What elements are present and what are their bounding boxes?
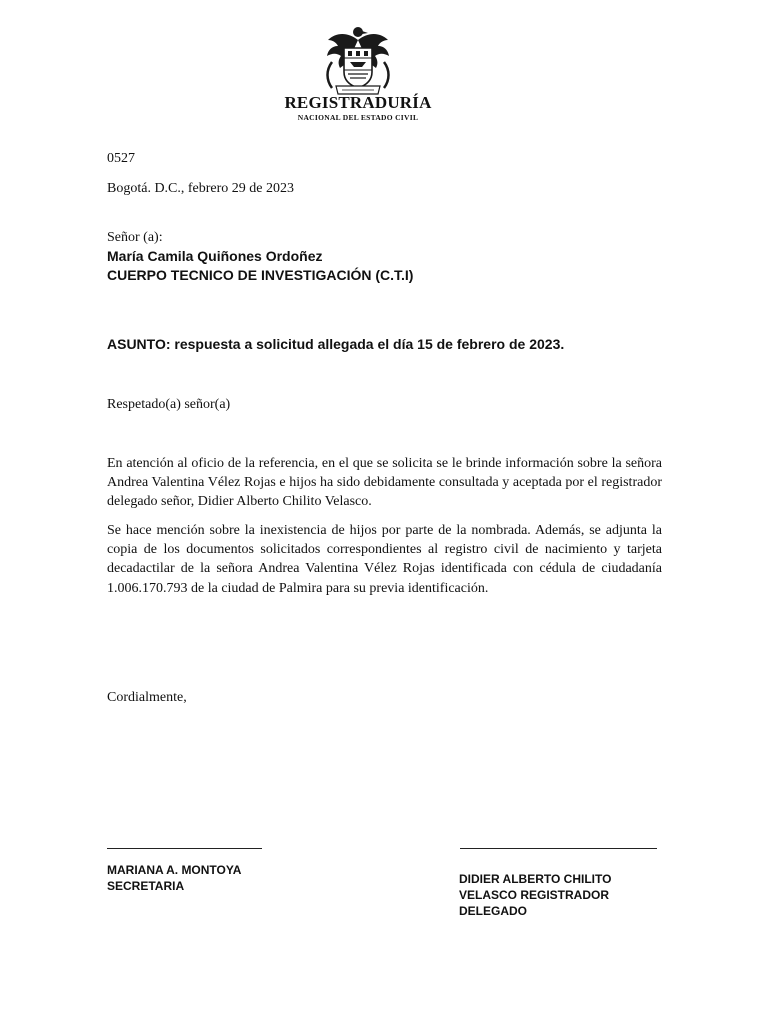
- signatory-left-name: MARIANA A. MONTOYA: [107, 863, 242, 877]
- signature-line-left: [107, 848, 262, 849]
- greeting: Respetado(a) señor(a): [107, 397, 231, 412]
- signature-line-right: [460, 848, 657, 849]
- organization-subtitle: NACIONAL DEL ESTADO CIVIL: [297, 113, 419, 122]
- signatory-right-line-3: DELEGADO: [459, 904, 528, 918]
- signatory-right-line-1: DIDIER ALBERTO CHILITO: [459, 872, 612, 886]
- subject-line: ASUNTO: respuesta a solicitud allegada el día 15 de febrero de 2023.: [107, 336, 565, 352]
- recipient-name: María Camila Quiñones Ordoñez: [107, 248, 323, 264]
- place-and-date: Bogotá. D.C., febrero 29 de 2023: [107, 181, 295, 196]
- reference-number: 0527: [107, 151, 135, 166]
- closing: Cordialmente,: [107, 690, 187, 705]
- signatory-left-title: SECRETARIA: [107, 879, 185, 893]
- recipient-organization: CUERPO TECNICO DE INVESTIGACIÓN (C.T.I): [107, 267, 414, 283]
- coat-of-arms-seal: [318, 22, 398, 96]
- body-paragraph-1: En atención al oficio de la referencia, en el que se solicita se le brinde información sobre la señora Andrea Valentina Vélez Rojas e hijos ha sido debidamente consultada y aceptada por el registrador delegado señor, Didier Alberto Chilito Velasco.: [107, 456, 662, 510]
- organization-name: REGISTRADURÍA: [284, 93, 432, 112]
- signatory-right-line-2: VELASCO REGISTRADOR: [459, 888, 610, 902]
- salutation-prefix: Señor (a):: [107, 230, 163, 245]
- coat-of-arms-icon: [318, 22, 398, 96]
- body-paragraph-2: Se hace mención sobre la inexistencia de hijos por parte de la nombrada. Además, se adjunta la copia de los documentos solicitados correspondientes al registro civil de nacimiento y tarjeta decadactilar de la señora Andrea Valentina Vélez Rojas identificada con cédula de ciudadanía 1.006.170.793 de la ciudad de Palmira para su previa identificación.: [107, 523, 662, 596]
